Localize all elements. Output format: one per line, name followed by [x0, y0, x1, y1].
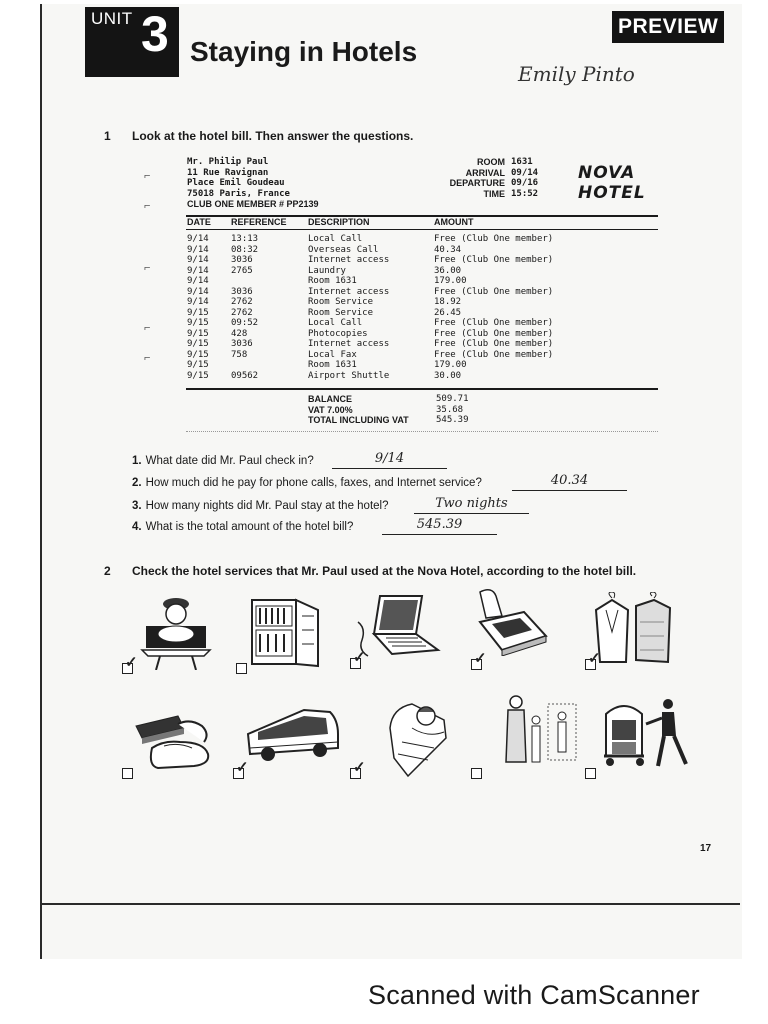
- line-reference: 3036: [231, 286, 253, 297]
- line-description: Internet access: [308, 255, 390, 265]
- line-reference: 09:52: [231, 318, 259, 328]
- total-label: VAT 7.00%: [308, 404, 353, 415]
- hotel-name-line: NOVA: [578, 163, 636, 183]
- line-amount: 30.00: [434, 370, 462, 381]
- line-reference: 2762: [231, 307, 253, 318]
- answer-2-field[interactable]: 40.34: [512, 474, 627, 491]
- line-amount: Free (Club One member): [434, 339, 554, 349]
- bill-line-item: [187, 266, 574, 277]
- bill-line-item: [187, 287, 574, 298]
- fax-machine-icon: [474, 586, 550, 656]
- checkmark: ✓: [236, 759, 249, 776]
- babysitting-icon: [496, 694, 580, 766]
- line-date: 9/14: [187, 265, 209, 276]
- pencil-mark: ⌐: [144, 262, 151, 274]
- unit-title: Staying in Hotels: [190, 36, 418, 67]
- camscanner-watermark: Scanned with CamScanner: [368, 980, 700, 1010]
- line-description: Room 1631: [308, 360, 357, 370]
- line-reference: 3036: [231, 255, 253, 265]
- guest-line: 75018 Paris, France: [187, 188, 290, 199]
- service-checkbox-2[interactable]: [236, 663, 247, 674]
- bill-line-items: [187, 234, 574, 381]
- total-value: 509.71: [436, 394, 469, 404]
- line-date: 9/15: [187, 307, 209, 318]
- answer-3-field[interactable]: Two nights: [414, 497, 529, 514]
- page-bottom-rule: [40, 903, 740, 905]
- total-label: TOTAL INCLUDING VAT: [308, 415, 409, 425]
- bill-bottom-dotted-rule: [186, 431, 658, 432]
- stay-label: DEPARTURE: [449, 178, 505, 188]
- bill-totals-rule: [186, 388, 658, 390]
- question-text: What date did Mr. Paul check in?: [145, 455, 314, 467]
- club-member-number: CLUB ONE MEMBER # PP2139: [187, 199, 319, 209]
- service-checkbox-10[interactable]: [585, 768, 596, 779]
- bill-line-item: [187, 276, 574, 287]
- question-text: How much did he pay for phone calls, faxes, and Internet service?: [145, 477, 482, 489]
- line-description: Laundry: [308, 265, 346, 276]
- checkmark: ✓: [474, 650, 487, 667]
- line-date: 9/14: [187, 297, 209, 307]
- line-reference: 2765: [231, 265, 253, 276]
- question-2: [132, 477, 482, 489]
- question-number: 2.: [132, 477, 142, 489]
- bill-line-item: [187, 318, 574, 329]
- question-number: 3.: [132, 500, 142, 512]
- bill-line-item: [187, 371, 574, 382]
- stay-label: TIME: [483, 188, 505, 199]
- shoe-shine-icon: [134, 712, 212, 772]
- stay-label: ARRIVAL: [465, 167, 505, 178]
- line-reference: 758: [231, 349, 248, 360]
- section-2-instruction: Check the hotel services that Mr. Paul used at the Nova Hotel, according to the hotel bill.: [132, 564, 637, 578]
- question-number: 1.: [132, 455, 142, 467]
- line-description: Overseas Call: [308, 244, 379, 255]
- bellhop-luggage-icon: [602, 694, 692, 770]
- guest-line: Place Emil Goudeau: [187, 178, 285, 188]
- unit-number: 3: [141, 6, 169, 62]
- checkmark: ✓: [125, 654, 138, 671]
- airport-shuttle-icon: [244, 704, 340, 764]
- guest-line: Mr. Philip Paul: [187, 157, 269, 167]
- total-label: BALANCE: [308, 394, 352, 404]
- line-amount: Free (Club One member): [434, 328, 554, 339]
- line-description: Room 1631: [308, 276, 357, 286]
- line-reference: 2762: [231, 297, 253, 307]
- line-amount: Free (Club One member): [434, 318, 554, 328]
- checkmark: ✓: [353, 759, 366, 776]
- line-amount: 18.92: [434, 297, 462, 307]
- line-amount: Free (Club One member): [434, 255, 554, 265]
- question-1: [132, 455, 314, 467]
- room-service-icon: [138, 588, 214, 670]
- line-date: 9/15: [187, 328, 209, 339]
- hotel-name-line: HOTEL: [578, 183, 646, 203]
- answer-4-field[interactable]: 545.39: [382, 518, 497, 535]
- pencil-mark: ⌐: [144, 352, 151, 364]
- service-checkbox-9[interactable]: [471, 768, 482, 779]
- line-description: Photocopies: [308, 328, 368, 339]
- bill-line-item: [187, 308, 574, 319]
- bill-line-item: [187, 255, 574, 266]
- line-date: 9/15: [187, 339, 209, 349]
- laundry-icon: [592, 592, 676, 666]
- bill-line-item: [187, 329, 574, 340]
- line-amount: 179.00: [434, 276, 467, 286]
- total-value: 35.68: [436, 404, 464, 415]
- line-reference: [231, 360, 308, 371]
- checkmark: ✓: [353, 649, 366, 666]
- guest-line: 11 Rue Ravignan: [187, 167, 269, 178]
- unit-badge: [85, 7, 179, 77]
- answer-1-field[interactable]: 9/14: [332, 452, 447, 469]
- line-reference: [231, 276, 308, 287]
- total-value: 545.39: [436, 415, 469, 425]
- line-date: 9/14: [187, 244, 209, 255]
- section-2-number: 2: [104, 564, 111, 578]
- line-reference: 08:32: [231, 244, 259, 255]
- bill-line-item: [187, 234, 574, 245]
- bill-guest-address: [187, 157, 319, 210]
- pencil-mark: ⌐: [144, 200, 151, 212]
- line-description: Internet access: [308, 286, 390, 297]
- stay-value: 15:52: [511, 188, 539, 199]
- line-amount: Free (Club One member): [434, 349, 554, 360]
- student-name: Emily Pinto: [518, 62, 635, 86]
- minibar-icon: [250, 596, 322, 668]
- question-text: How many nights did Mr. Paul stay at the hotel?: [145, 500, 389, 512]
- line-amount: Free (Club One member): [434, 286, 554, 297]
- bill-stay-details: [410, 157, 545, 199]
- line-amount: 179.00: [434, 360, 467, 370]
- line-date: 9/15: [187, 349, 209, 360]
- stay-label: ROOM: [477, 157, 505, 167]
- line-description: Local Call: [308, 234, 363, 244]
- bill-line-item: [187, 245, 574, 256]
- section-1-number: 1: [104, 129, 111, 143]
- question-4: [132, 521, 353, 533]
- line-reference: 13:13: [231, 234, 259, 244]
- column-description: DESCRIPTION: [308, 217, 370, 227]
- bill-header-rule: [186, 229, 658, 230]
- telephone-call-icon: [388, 698, 458, 778]
- bill-line-item: [187, 297, 574, 308]
- question-text: What is the total amount of the hotel bill?: [145, 521, 354, 533]
- line-date: 9/14: [187, 276, 209, 286]
- preview-badge: PREVIEW: [612, 11, 724, 43]
- line-amount: 40.34: [434, 244, 462, 255]
- service-checkbox-6[interactable]: [122, 768, 133, 779]
- section-1-instruction: Look at the hotel bill. Then answer the questions.: [132, 129, 414, 143]
- line-description: Room Service: [308, 297, 374, 307]
- line-description: Local Call: [308, 318, 363, 328]
- question-number: 4.: [132, 521, 142, 533]
- bill-line-item: [187, 350, 574, 361]
- pencil-mark: ⌐: [144, 170, 151, 182]
- line-reference: 09562: [231, 370, 259, 381]
- page-number: 17: [700, 843, 712, 854]
- line-amount: 26.45: [434, 307, 462, 318]
- stay-value: 1631: [511, 157, 533, 167]
- line-date: 9/15: [187, 370, 209, 381]
- column-reference: REFERENCE: [231, 217, 287, 227]
- line-reference: 428: [231, 328, 248, 339]
- line-reference: 3036: [231, 339, 253, 349]
- column-amount: AMOUNT: [434, 217, 474, 227]
- question-3: [132, 500, 389, 512]
- line-amount: 36.00: [434, 265, 462, 276]
- line-date: 9/14: [187, 255, 209, 265]
- line-description: Internet access: [308, 339, 390, 349]
- line-description: Local Fax: [308, 349, 357, 360]
- line-date: 9/14: [187, 234, 209, 244]
- stay-value: 09/16: [511, 178, 539, 188]
- line-amount: Free (Club One member): [434, 234, 554, 244]
- line-date: 9/15: [187, 360, 209, 370]
- bill-line-item: [187, 360, 574, 371]
- line-description: Airport Shuttle: [308, 370, 390, 381]
- checkmark: ✓: [588, 650, 601, 667]
- column-date: DATE: [187, 217, 211, 227]
- bill-line-item: [187, 339, 574, 350]
- line-date: 9/14: [187, 286, 209, 297]
- stay-value: 09/14: [511, 167, 539, 178]
- pencil-mark: ⌐: [144, 322, 151, 334]
- unit-label: UNIT: [91, 9, 133, 28]
- line-description: Room Service: [308, 307, 374, 318]
- hotel-logo: [578, 163, 646, 203]
- bill-totals: [308, 394, 469, 426]
- line-date: 9/15: [187, 318, 209, 328]
